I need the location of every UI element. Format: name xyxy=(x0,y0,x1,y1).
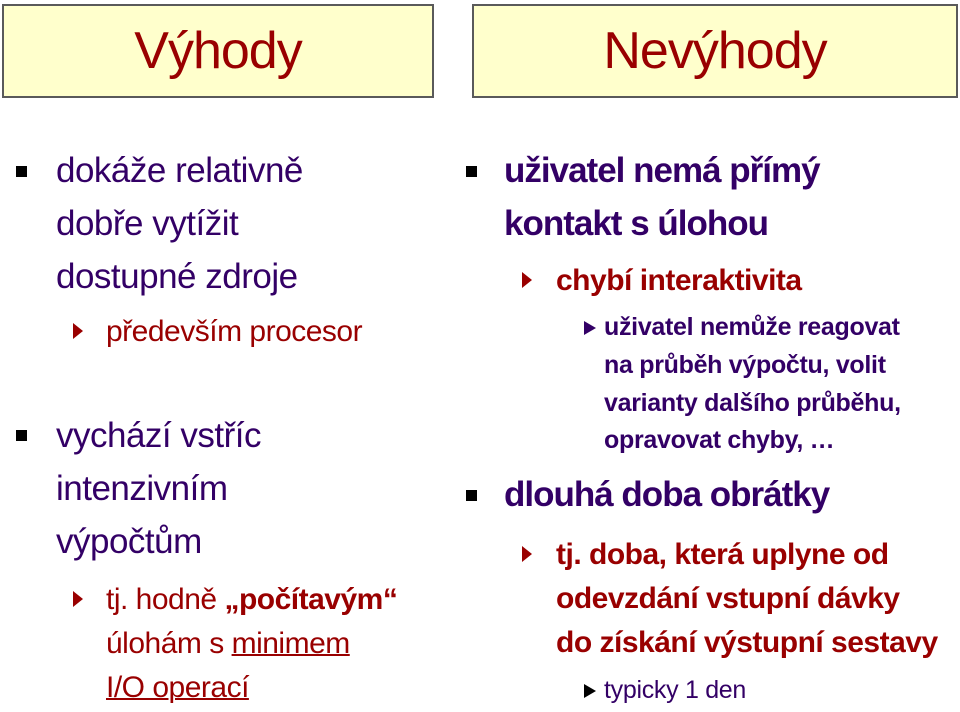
left-item2-sub-quote: „počítavým“ xyxy=(224,583,398,616)
right-item2-subsub: typicky 1 den xyxy=(604,676,747,704)
right-item1-subsub-line4: opravovat chyby, … xyxy=(604,426,835,454)
bullet-triangle-icon xyxy=(522,272,532,288)
right-item1-sub: chybí interaktivita xyxy=(556,264,802,297)
left-item1-sub: především procesor xyxy=(106,315,363,348)
bullet-square-icon xyxy=(16,166,27,177)
header-disadvantages-title: Nevýhody xyxy=(603,22,827,80)
right-item2-sub-line1: tj. doba, která uplyne od xyxy=(556,538,889,571)
right-item1-line2: kontakt s úlohou xyxy=(504,204,768,243)
bullet-arrow-icon xyxy=(584,321,596,335)
left-item2-line3: výpočtům xyxy=(56,522,202,561)
left-item2-sub-line2 xyxy=(106,621,350,666)
left-item2-sub-line2-prefix: úlohám s xyxy=(106,627,232,660)
header-disadvantages xyxy=(472,4,958,98)
right-item1-subsub-line2: na průběh výpočtu, volit xyxy=(604,351,886,379)
right-item1-subsub-line1: uživatel nemůže reagovat xyxy=(604,313,900,341)
left-item1-line2: dobře vytížit xyxy=(56,204,239,243)
left-item2-line1: vychází vstříc xyxy=(56,416,261,455)
left-item2-sub-prefix: tj. hodně xyxy=(106,583,225,616)
right-item2-line: dlouhá doba obrátky xyxy=(504,475,830,514)
right-item1-line1: uživatel nemá přímý xyxy=(504,151,820,190)
header-advantages xyxy=(2,4,434,98)
left-item2-line2: intenzivním xyxy=(56,469,228,508)
bullet-triangle-icon xyxy=(73,323,83,339)
right-item2-sub-line3: do získání výstupní sestavy xyxy=(556,626,938,659)
bullet-arrow-icon xyxy=(584,684,596,698)
bullet-square-icon xyxy=(16,430,27,441)
left-item2-sub-line1 xyxy=(106,577,397,622)
left-item2-sub-io: I/O operací xyxy=(106,671,249,704)
bullet-triangle-icon xyxy=(522,546,532,562)
bullet-square-icon xyxy=(466,490,477,501)
right-item1-subsub-line3: varianty dalšího průběhu, xyxy=(604,389,901,417)
header-advantages-title: Výhody xyxy=(134,22,302,80)
left-item1-line1: dokáže relativně xyxy=(56,151,303,190)
right-item2-sub-line2: odevzdání vstupní dávky xyxy=(556,582,900,615)
bullet-square-icon xyxy=(466,166,477,177)
left-item1-line3: dostupné zdroje xyxy=(56,257,298,296)
left-item2-sub-underline: minimem xyxy=(231,627,350,660)
bullet-triangle-icon xyxy=(73,591,83,607)
left-item2-sub-line3 xyxy=(106,665,249,710)
